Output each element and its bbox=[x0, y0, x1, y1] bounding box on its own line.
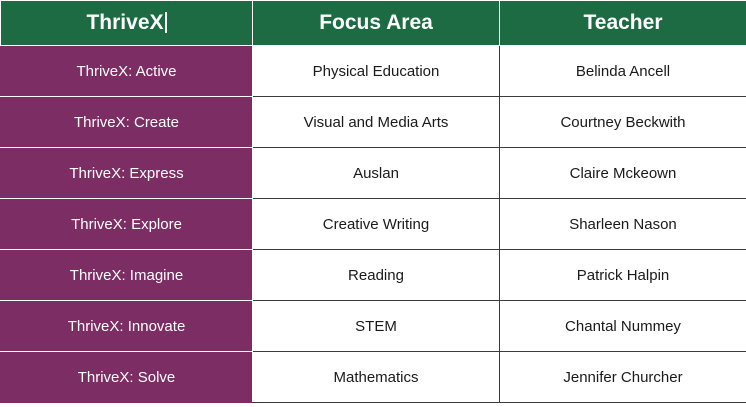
table-row bbox=[1, 148, 746, 199]
column-header-thrivex[interactable] bbox=[1, 1, 253, 46]
table-header bbox=[1, 1, 746, 46]
table-row bbox=[1, 97, 746, 148]
column-header-thrivex-label: ThriveX bbox=[86, 11, 164, 34]
cell-focus-area: STEM bbox=[253, 301, 500, 352]
table-header-row bbox=[1, 1, 746, 46]
table-row bbox=[1, 250, 746, 301]
cell-teacher: Sharleen Nason bbox=[500, 199, 746, 250]
cell-focus-area: Visual and Media Arts bbox=[253, 97, 500, 148]
cell-program: ThriveX: Imagine bbox=[1, 250, 253, 301]
cell-focus-area: Physical Education bbox=[253, 46, 500, 97]
table-row bbox=[1, 352, 746, 403]
cell-teacher: Chantal Nummey bbox=[500, 301, 746, 352]
cell-teacher: Patrick Halpin bbox=[500, 250, 746, 301]
cell-teacher: Claire Mckeown bbox=[500, 148, 746, 199]
cell-focus-area: Mathematics bbox=[253, 352, 500, 403]
text-caret-icon bbox=[165, 12, 167, 33]
cell-program: ThriveX: Active bbox=[1, 46, 253, 97]
cell-program: ThriveX: Express bbox=[1, 148, 253, 199]
cell-teacher: Belinda Ancell bbox=[500, 46, 746, 97]
cell-focus-area: Creative Writing bbox=[253, 199, 500, 250]
column-header-focus-area[interactable]: Focus Area bbox=[253, 1, 500, 46]
table-row bbox=[1, 199, 746, 250]
column-header-teacher[interactable]: Teacher bbox=[500, 1, 746, 46]
cell-focus-area: Reading bbox=[253, 250, 500, 301]
cell-teacher: Jennifer Churcher bbox=[500, 352, 746, 403]
table-body bbox=[1, 46, 746, 403]
cell-program: ThriveX: Solve bbox=[1, 352, 253, 403]
cell-teacher: Courtney Beckwith bbox=[500, 97, 746, 148]
cell-program: ThriveX: Create bbox=[1, 97, 253, 148]
table-row bbox=[1, 301, 746, 352]
cell-program: ThriveX: Innovate bbox=[1, 301, 253, 352]
table-row bbox=[1, 46, 746, 97]
cell-focus-area: Auslan bbox=[253, 148, 500, 199]
cell-program: ThriveX: Explore bbox=[1, 199, 253, 250]
